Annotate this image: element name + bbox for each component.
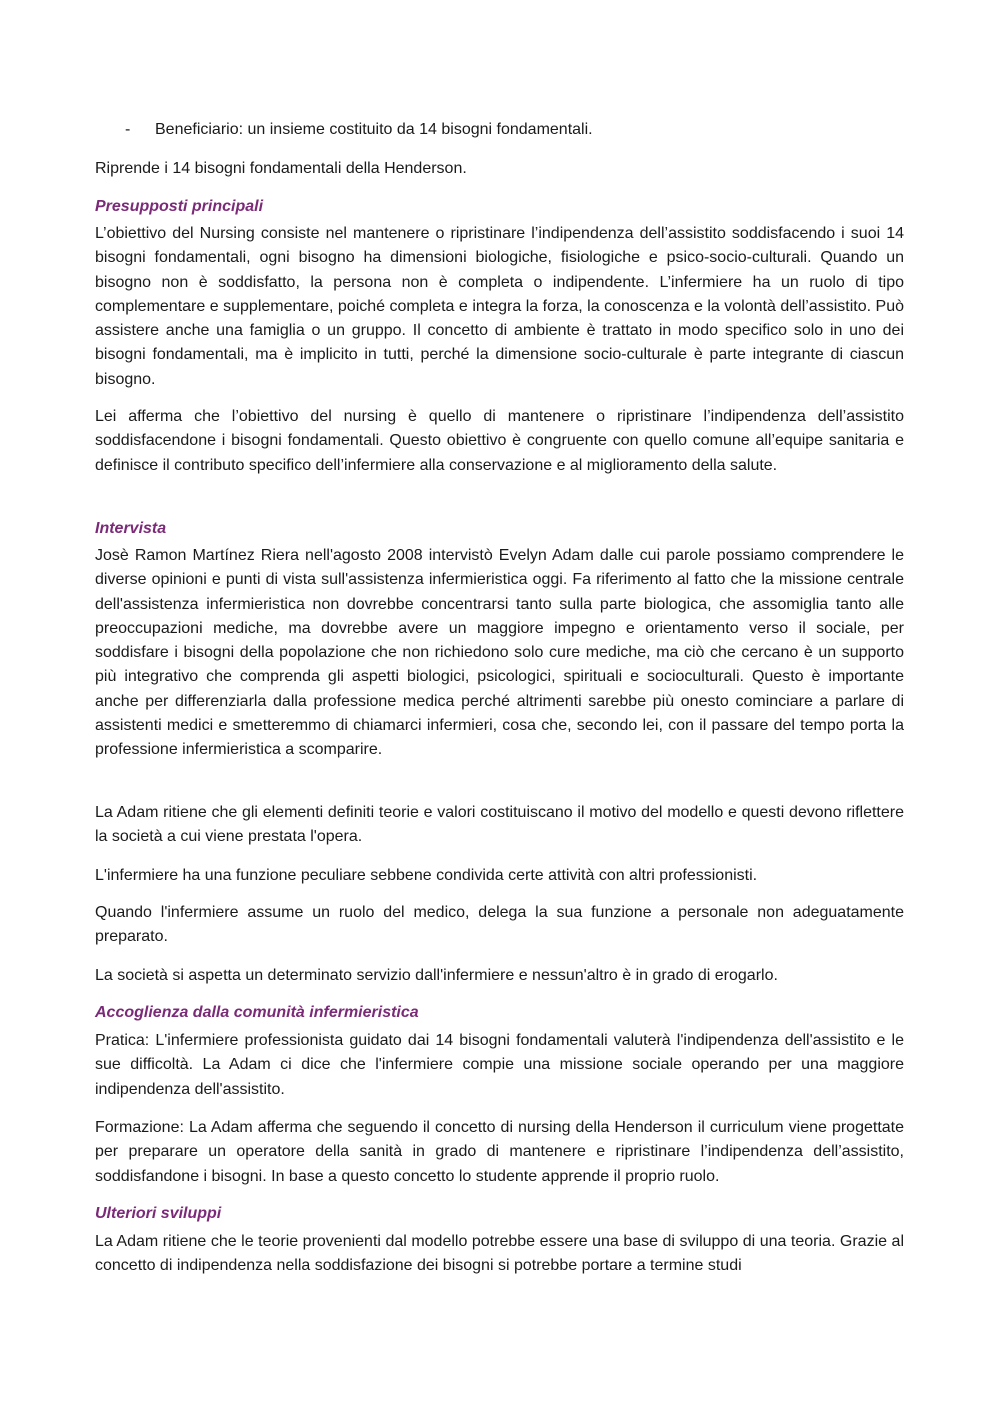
heading-intervista: Intervista — [95, 520, 167, 537]
bullet-text: Beneficiario: un insieme costituito da 14 bisogni fondamentali. — [155, 121, 593, 138]
heading-sviluppi: Ulteriori sviluppi — [95, 1205, 222, 1222]
intervista-paragraph-4: Quando l'infermiere assume un ruolo del medico, delega la sua funzione a personale non adeguatamente preparato. — [95, 904, 904, 946]
presupposti-paragraph-1: L’obiettivo del Nursing consiste nel mantenere o ripristinare l’indipendenza dell’assistito soddisfacendo i suoi 14 bisogni fondamentali, ogni bisogno ha dimensioni biologiche, fisiologiche e psico-socio-culturali. Quando un bisogno non è soddisfatto, la persona non è completa o indipendente. L’infermiere ha un ruolo di tipo complementare e supplementare, poiché completa e integra la forza, la conoscenza e la volontà dell’assistito. Può assistere anche una famiglia o un gruppo. Il concetto di ambiente è trattato in modo specifico solo in uno dei bisogni fondamentali, ma è implicito in tutti, perché la dimensione socio-culturale è parte integrante di ciascun bisogno. — [95, 225, 904, 388]
intervista-paragraph-5: La società si aspetta un determinato servizio dall'infermiere e nessun'altro è in grado di erogarlo. — [95, 967, 778, 984]
intervista-paragraph-1: Josè Ramon Martínez Riera nell'agosto 2008 intervistò Evelyn Adam dalle cui parole possiamo comprendere le diverse opinioni e punti di vista sull'assistenza infermieristica oggi. Fa riferimento al fatto che la missione centrale dell'assistenza infermieristica non dovrebbe concentrarsi tanto sulla parte biologica, che assomiglia tanto alle preoccupazioni mediche, ma dovrebbe avere un maggiore impegno e orientamento verso il sociale, per soddisfare i bisogni della popolazione che non richiedono solo cure mediche, ma ciò che cercano è un supporto più integrativo che comprenda gli aspetti biologici, psicologici, spirituali e socioculturali. Questo è importante anche per differenziarla dalla professione medica perché altrimenti sarebbe più onesto cominciare a parlare di assistenti medici e smetteremmo di chiamarci infermieri, cosa che, secondo lei, con il passare del tempo porta la professione infermieristica a scomparire. — [95, 547, 904, 759]
heading-presupposti: Presupposti principali — [95, 198, 264, 215]
intervista-paragraph-3: L'infermiere ha una funzione peculiare sebbene condivida certe attività con altri professionisti. — [95, 867, 758, 884]
bullet-item — [125, 118, 904, 142]
intervista-paragraph-2: La Adam ritiene che gli elementi definiti teorie e valori costituiscano il motivo del modello e questi devono riflettere la società a cui viene prestata l'opera. — [95, 804, 904, 846]
bullet-dash: - — [125, 121, 131, 138]
heading-accoglienza: Accoglienza dalla comunità infermieristica — [95, 1004, 419, 1021]
presupposti-paragraph-2: Lei afferma che l’obiettivo del nursing è quello di mantenere o ripristinare l’indipendenza dell’assistito soddisfacendone i bisogni fondamentali. Questo obiettivo è congruente con quello comune all’equipe sanitaria e definisce il contributo specifico dell’infermiere alla conservazione e al miglioramento della salute. — [95, 408, 904, 474]
intro-paragraph: Riprende i 14 bisogni fondamentali della Henderson. — [95, 160, 467, 177]
sviluppi-paragraph-1: La Adam ritiene che le teorie provenienti dal modello potrebbe essere una base di sviluppo di una teoria. Grazie al concetto di indipendenza nella soddisfazione dei bisogni si potrebbe portare a termine studi — [95, 1233, 904, 1275]
accoglienza-paragraph-1: Pratica: L'infermiere professionista guidato dai 14 bisogni fondamentali valuterà l'indipendenza dell'assistito e le sue difficoltà. La Adam ci dice che l'infermiere compie una missione sociale operando per una maggiore indipendenza dell'assistito. — [95, 1032, 904, 1098]
accoglienza-paragraph-2: Formazione: La Adam afferma che seguendo il concetto di nursing della Henderson il curriculum viene progettate per preparare un operatore della sanità in grado di mantenere e ripristinare l’indipendenza dell’assistito, soddisfandone i bisogni. In base a questo concetto lo studente apprende il proprio ruolo. — [95, 1119, 904, 1185]
